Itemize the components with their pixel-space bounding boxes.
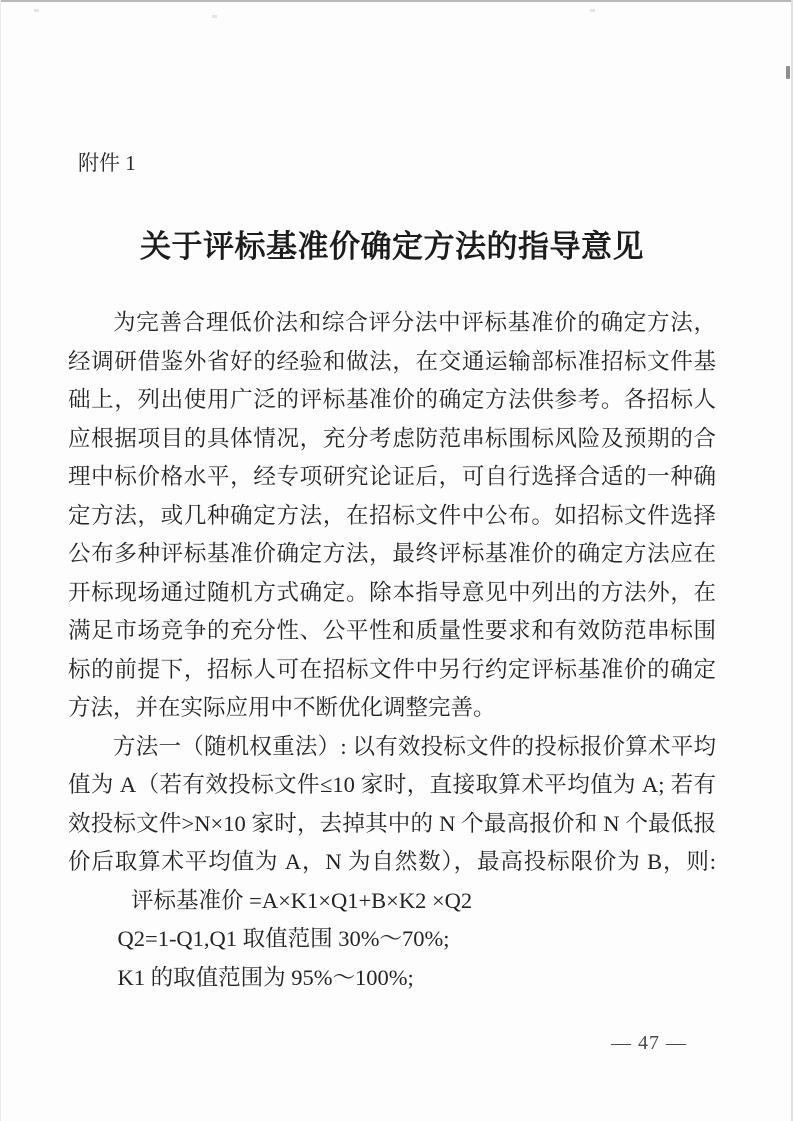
body-line: 公布多种评标基准价确定方法，最终评标基准价的确定方法应在 xyxy=(68,541,716,566)
body-line: 满足市场竞争的充分性、公平性和质量性要求和有效防范串标围 xyxy=(68,618,716,643)
body-line: 础上，列出使用广泛的评标基准价的确定方法供参考。各招标人 xyxy=(68,387,716,412)
body-line: Q2=1-Q1,Q1 取值范围 30%～70%; xyxy=(117,926,450,951)
body-line: 经调研借鉴外省好的经验和做法，在交通运输部标准招标文件基 xyxy=(68,348,716,374)
body-line: 为完善合理低价法和综合评分法中评标基准价的确定方法， xyxy=(113,310,716,335)
body-line: 应根据项目的具体情况，充分考虑防范串标围标风险及预期的合 xyxy=(68,425,716,451)
scan-edge-left xyxy=(0,0,1,1121)
body-line: 定方法，或几种确定方法，在招标文件中公布。如招标文件选择 xyxy=(68,502,716,528)
body-line: 方法一（随机权重法）: 以有效投标文件的投标报价算术平均 xyxy=(113,733,716,759)
body-line: 效投标文件>N×10 家时，去掉其中的 N 个最高报价和 N 个最低报 xyxy=(68,810,716,836)
scan-artifact-mark xyxy=(786,66,790,79)
body-line: K1 的取值范围为 95%～100%; xyxy=(117,964,414,990)
body-line: 标的前提下，招标人可在招标文件中另行约定评标基准价的确定 xyxy=(68,656,716,682)
scan-speck xyxy=(212,15,217,18)
scan-speck xyxy=(590,9,595,12)
document-title: 关于评标基准价确定方法的指导意见 xyxy=(140,229,644,264)
body-text xyxy=(68,304,716,997)
body-line: 价后取算术平均值为 A，N 为自然数），最高投标限价为 B，则: xyxy=(68,849,716,874)
body-line: 理中标价格水平，经专项研究论证后，可自行选择合适的一种确 xyxy=(68,464,716,489)
page-number: — 47 — xyxy=(611,1032,687,1054)
body-line: 值为 A（若有效投标文件≤10 家时，直接取算术平均值为 A; 若有 xyxy=(68,772,716,797)
scan-edge-top xyxy=(0,0,793,2)
attachment-label: 附件 1 xyxy=(78,151,136,175)
scan-speck xyxy=(34,9,39,12)
body-line: 评标基准价 =A×K1×Q1+B×K2 ×Q2 xyxy=(131,887,473,913)
body-line: 开标现场通过随机方式确定。除本指导意见中列出的方法外，在 xyxy=(68,579,716,605)
body-line: 方法，并在实际应用中不断优化调整完善。 xyxy=(68,695,496,720)
